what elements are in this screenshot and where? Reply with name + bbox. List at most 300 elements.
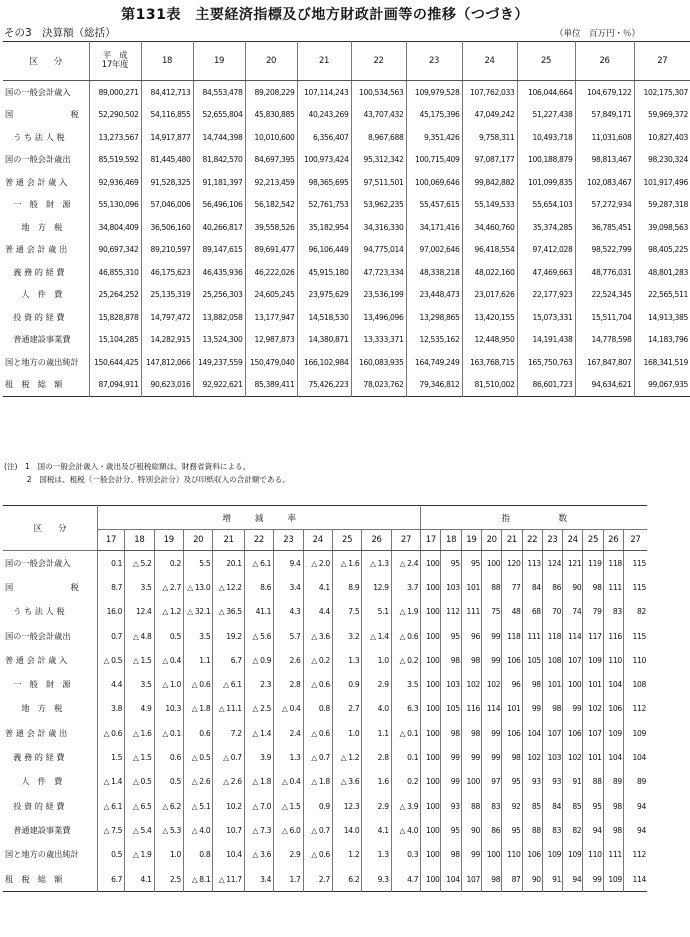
table-cell: 14,778,598 — [575, 329, 634, 352]
index-cell: 108 — [542, 648, 562, 672]
index-cell: 104 — [632, 753, 646, 763]
table-cell: 35,374,285 — [517, 216, 575, 239]
rate-cell: 2.7 — [303, 867, 332, 892]
index-cell: 90 — [522, 867, 542, 892]
index-cell: 110 — [603, 648, 623, 672]
index-cell: 98 — [603, 794, 623, 818]
index-cell: 79 — [583, 600, 603, 624]
index-cell: 82 — [637, 607, 646, 617]
index-cell: 85 — [563, 794, 583, 818]
index-cell: 101 — [542, 672, 562, 696]
rate-cell: △ 12.2 — [213, 575, 244, 599]
rate-cell: 10.4 — [213, 843, 244, 867]
rate-cell: 0.9 — [303, 794, 332, 818]
index-year-header: 17 — [421, 530, 441, 551]
rate-cell: △ 0.6 — [303, 843, 332, 867]
table-cell: 81,510,002 — [462, 374, 517, 397]
table-cell: 55,130,096 — [89, 194, 141, 217]
rate-cell: △ 2.6 — [183, 770, 212, 794]
index-cell: 95 — [583, 794, 603, 818]
rate-cell: △ 32.1 — [183, 600, 212, 624]
table-cell: 109,979,528 — [406, 81, 462, 104]
table-row — [3, 171, 690, 194]
table-cell: 13,333,371 — [351, 329, 406, 352]
rate-cell: △ 1.8 — [303, 770, 332, 794]
rate-year-header: 19 — [154, 530, 183, 551]
rate-cell: △ 5.2 — [125, 551, 154, 576]
index-cell: 87 — [502, 867, 522, 892]
table-row — [3, 374, 690, 397]
table-row — [3, 794, 647, 818]
table-row — [3, 697, 647, 721]
index-cell: 116 — [603, 624, 623, 648]
table-row — [3, 770, 647, 794]
table-row — [3, 600, 647, 624]
rate-cell: 41.1 — [244, 600, 273, 624]
index-cell: 92 — [502, 794, 522, 818]
rate-cell: 4.7 — [391, 867, 421, 892]
table-cell: 47,469,663 — [517, 261, 575, 284]
rate-cell: △ 0.2 — [303, 648, 332, 672]
table-cell: 98,813,467 — [575, 149, 634, 172]
rate-cell: 0.1 — [391, 745, 421, 769]
table-cell: 97,511,501 — [351, 171, 406, 194]
table-row — [3, 624, 647, 648]
table-row — [3, 648, 647, 672]
rate-cell: △ 0.1 — [154, 721, 183, 745]
rate-cell: 4.1 — [362, 818, 391, 842]
rate-cell: 2.4 — [274, 721, 303, 745]
table-cell: 85,519,592 — [89, 149, 141, 172]
table-cell: 59,287,318 — [648, 200, 688, 210]
table-row — [3, 306, 690, 329]
index-cell: 102 — [522, 745, 542, 769]
index-cell: 100 — [563, 672, 583, 696]
table-cell: 14,913,385 — [648, 312, 688, 322]
rate-cell: 1.1 — [183, 648, 212, 672]
table-cell: 12,987,873 — [245, 329, 297, 352]
rate-cell: △ 2.7 — [154, 575, 183, 599]
rate-cell: 2.3 — [244, 672, 273, 696]
table-cell: 43,707,432 — [351, 104, 406, 127]
table-cell: 9,351,426 — [406, 126, 462, 149]
rate-cell: △ 2.0 — [303, 551, 332, 576]
rate-cell: △ 0.5 — [183, 745, 212, 769]
index-cell: 105 — [522, 648, 542, 672]
table-cell: 52,761,753 — [297, 194, 351, 217]
table-row — [3, 818, 647, 842]
index-cell: 109 — [563, 843, 583, 867]
index-header: 指 数 — [421, 506, 647, 530]
index-cell: 112 — [632, 704, 646, 714]
index-cell: 109 — [632, 728, 646, 738]
table-cell: 39,558,526 — [245, 216, 297, 239]
table-cell: 92,922,621 — [193, 374, 245, 397]
rate-cell: △ 13.0 — [183, 575, 212, 599]
index-cell: 100 — [421, 697, 441, 721]
index-cell: 114 — [563, 624, 583, 648]
table-cell: 104,679,122 — [575, 81, 634, 104]
table-cell: 25,264,252 — [89, 284, 141, 307]
rate-year-header: 24 — [303, 530, 332, 551]
rate-cell: 4.9 — [125, 697, 154, 721]
table-cell: 15,104,285 — [89, 329, 141, 352]
rate-cell: △ 2.5 — [244, 697, 273, 721]
table-cell: 48,801,283 — [648, 267, 688, 277]
rate-cell: △ 6.1 — [213, 672, 244, 696]
index-cell: 88 — [583, 770, 603, 794]
table-cell: 89,000,271 — [89, 81, 141, 104]
index-cell: 99 — [441, 745, 461, 769]
table-cell: 84,553,478 — [193, 81, 245, 104]
rate-cell: 12.4 — [125, 600, 154, 624]
index-cell: 100 — [421, 624, 441, 648]
table-cell: 86,601,723 — [517, 374, 575, 397]
rate-cell: 10.2 — [213, 794, 244, 818]
index-year-header: 24 — [563, 530, 583, 551]
index-cell: 118 — [603, 551, 623, 576]
rate-cell: △ 0.4 — [274, 770, 303, 794]
rate-cell: 3.2 — [332, 624, 361, 648]
rate-cell: 4.0 — [362, 697, 391, 721]
index-cell: 114 — [482, 697, 502, 721]
table-cell: 98,405,225 — [648, 245, 688, 255]
row-label: 租 税 総 額 — [3, 867, 97, 892]
index-cell: 99 — [461, 843, 481, 867]
table-row — [3, 81, 690, 104]
index-cell: 100 — [482, 843, 502, 867]
table-row — [3, 551, 647, 576]
table-cell: 96,418,554 — [462, 239, 517, 262]
index-cell: 111 — [522, 624, 542, 648]
row-label: 国と地方の歳出純計 — [3, 843, 97, 867]
rate-cell: △ 0.4 — [274, 697, 303, 721]
table-cell: 168,341,519 — [643, 357, 688, 367]
index-cell: 112 — [441, 600, 461, 624]
table-cell: 94,775,014 — [351, 239, 406, 262]
index-cell: 107 — [583, 721, 603, 745]
index-cell: 98 — [502, 745, 522, 769]
index-cell: 95 — [461, 551, 481, 576]
table-cell: 46,175,623 — [141, 261, 193, 284]
table-cell: 57,046,006 — [141, 194, 193, 217]
index-cell: 88 — [522, 818, 542, 842]
table-cell: 14,183,796 — [648, 335, 688, 345]
table-cell: 102,083,467 — [575, 171, 634, 194]
table-cell: 14,380,871 — [297, 329, 351, 352]
table-cell: 14,191,438 — [517, 329, 575, 352]
index-cell: 94 — [637, 801, 646, 811]
table-row — [3, 239, 690, 262]
table-cell: 10,493,718 — [517, 126, 575, 149]
table-row — [3, 149, 690, 172]
table-row — [3, 745, 647, 769]
rate-cell: 4.4 — [303, 600, 332, 624]
table-row — [3, 126, 690, 149]
row-label: 国 税 — [3, 575, 97, 599]
rate-cell: △ 7.5 — [97, 818, 124, 842]
row-label: 義 務 的 経 費 — [3, 261, 89, 284]
table-cell: 36,506,160 — [141, 216, 193, 239]
index-cell: 82 — [563, 818, 583, 842]
index-cell: 98 — [482, 867, 502, 892]
rate-cell: △ 0.6 — [303, 721, 332, 745]
category-header: 区 分 — [3, 42, 89, 81]
index-cell: 98 — [542, 697, 562, 721]
table-cell: 160,083,935 — [351, 351, 406, 374]
index-cell: 88 — [461, 794, 481, 818]
index-cell: 115 — [632, 582, 646, 592]
table-cell: 23,017,626 — [462, 284, 517, 307]
row-label: 国 税 — [3, 104, 89, 127]
table-cell: 35,182,954 — [297, 216, 351, 239]
table-cell: 150,644,425 — [89, 351, 141, 374]
row-label: 普 通 会 計 歳 入 — [3, 171, 89, 194]
rate-cell: 8.6 — [244, 575, 273, 599]
index-cell: 99 — [522, 697, 542, 721]
index-cell: 100 — [421, 600, 441, 624]
row-label: 租 税 総 額 — [3, 374, 89, 397]
index-cell: 84 — [522, 575, 542, 599]
rate-cell: 0.1 — [97, 551, 124, 576]
table-cell: 101,917,496 — [643, 177, 688, 187]
year-header: 19 — [193, 42, 245, 81]
rate-cell: 5.5 — [183, 551, 212, 576]
rate-cell: 8.9 — [332, 575, 361, 599]
table-cell: 40,243,269 — [297, 104, 351, 127]
index-cell: 91 — [542, 867, 562, 892]
rate-cell: △ 1.2 — [154, 600, 183, 624]
table-cell: 89,147,615 — [193, 239, 245, 262]
rate-cell: 0.2 — [154, 551, 183, 576]
table-cell: 46,435,936 — [193, 261, 245, 284]
table-cell: 92,936,469 — [89, 171, 141, 194]
rate-cell: △ 0.2 — [391, 648, 421, 672]
index-cell: 94 — [583, 818, 603, 842]
rate-cell: △ 1.8 — [244, 770, 273, 794]
row-label: 普通建設事業費 — [3, 329, 89, 352]
year-header: 23 — [406, 42, 462, 81]
rate-cell: 1.0 — [154, 843, 183, 867]
table-cell: 75,426,223 — [297, 374, 351, 397]
rate-cell: 0.5 — [154, 624, 183, 648]
index-cell: 108 — [632, 680, 646, 690]
index-cell: 68 — [522, 600, 542, 624]
year-header: 21 — [297, 42, 351, 81]
index-cell: 99 — [482, 721, 502, 745]
table-cell: 53,962,235 — [351, 194, 406, 217]
index-cell: 70 — [542, 600, 562, 624]
table-cell: 55,654,103 — [517, 194, 575, 217]
rate-cell: 12.9 — [362, 575, 391, 599]
index-cell: 118 — [542, 624, 562, 648]
rate-cell: 9.4 — [274, 551, 303, 576]
rate-year-header: 27 — [391, 530, 421, 551]
rate-cell: 6.7 — [213, 648, 244, 672]
index-cell: 99 — [482, 648, 502, 672]
index-cell: 100 — [421, 575, 441, 599]
table-cell: 46,222,026 — [245, 261, 297, 284]
settlement-amount-table — [3, 41, 690, 397]
table-cell: 52,655,804 — [193, 104, 245, 127]
table-cell: 85,389,411 — [245, 374, 297, 397]
index-cell: 121 — [563, 551, 583, 576]
rate-year-header: 21 — [213, 530, 244, 551]
index-cell: 83 — [603, 600, 623, 624]
index-cell: 83 — [482, 794, 502, 818]
table-cell: 97,087,177 — [462, 149, 517, 172]
table-cell: 149,237,559 — [193, 351, 245, 374]
rate-cell: 6.3 — [391, 697, 421, 721]
row-label: 国の一般会計歳入 — [3, 551, 97, 576]
index-cell: 103 — [441, 672, 461, 696]
rate-cell: 2.9 — [362, 794, 391, 818]
rate-cell: 3.5 — [125, 575, 154, 599]
index-cell: 74 — [563, 600, 583, 624]
row-label: 投 資 的 経 費 — [3, 306, 89, 329]
index-cell: 100 — [482, 551, 502, 576]
rate-cell: △ 4.8 — [125, 624, 154, 648]
index-year-header: 19 — [461, 530, 481, 551]
index-cell: 89 — [603, 770, 623, 794]
table-cell: 8,967,688 — [351, 126, 406, 149]
index-cell: 106 — [603, 697, 623, 721]
index-cell: 100 — [421, 770, 441, 794]
table-cell: 98,230,324 — [648, 155, 688, 165]
rate-cell: △ 1.6 — [125, 721, 154, 745]
index-cell: 98 — [441, 843, 461, 867]
row-label: 国の一般会計歳出 — [3, 624, 97, 648]
year-header: 25 — [517, 42, 575, 81]
table-cell: 12,535,162 — [406, 329, 462, 352]
index-year-header: 26 — [603, 530, 623, 551]
rate-cell: 3.4 — [274, 575, 303, 599]
rate-cell: 4.1 — [303, 575, 332, 599]
index-cell: 109 — [542, 843, 562, 867]
table-cell: 92,213,459 — [245, 171, 297, 194]
table-cell: 34,171,416 — [406, 216, 462, 239]
rate-cell: 7.2 — [213, 721, 244, 745]
rate-cell: △ 6.5 — [125, 794, 154, 818]
table-cell: 81,842,570 — [193, 149, 245, 172]
index-cell: 101 — [583, 672, 603, 696]
table-cell: 101,099,835 — [517, 171, 575, 194]
rate-cell: 0.9 — [332, 672, 361, 696]
rate-cell: 1.3 — [362, 843, 391, 867]
index-cell: 111 — [603, 843, 623, 867]
table-cell: 48,776,031 — [575, 261, 634, 284]
table-cell: 15,073,331 — [517, 306, 575, 329]
rate-cell: △ 0.9 — [244, 648, 273, 672]
table-cell: 6,356,407 — [297, 126, 351, 149]
index-cell: 106 — [522, 843, 542, 867]
year-header-row — [3, 530, 647, 551]
index-cell: 95 — [502, 770, 522, 794]
index-cell: 100 — [421, 551, 441, 576]
index-cell: 112 — [632, 850, 646, 860]
table-cell: 79,346,812 — [406, 374, 462, 397]
index-cell: 115 — [632, 558, 646, 568]
index-cell: 93 — [522, 770, 542, 794]
table-cell: 57,849,171 — [575, 104, 634, 127]
index-cell: 99 — [482, 624, 502, 648]
rate-cell: 2.8 — [362, 745, 391, 769]
rate-cell: △ 3.6 — [244, 843, 273, 867]
table-cell: 45,830,885 — [245, 104, 297, 127]
index-cell: 110 — [583, 843, 603, 867]
rate-cell: △ 0.4 — [154, 648, 183, 672]
rate-cell: △ 0.1 — [391, 721, 421, 745]
table-cell: 165,750,763 — [517, 351, 575, 374]
table-cell: 100,069,646 — [406, 171, 462, 194]
index-cell: 103 — [441, 575, 461, 599]
table-cell: 107,762,033 — [462, 81, 517, 104]
row-label: 地 方 税 — [3, 216, 89, 239]
index-year-header: 18 — [441, 530, 461, 551]
index-cell: 102 — [563, 745, 583, 769]
rate-cell: 12.3 — [332, 794, 361, 818]
rate-cell: 0.6 — [154, 745, 183, 769]
index-cell: 100 — [461, 770, 481, 794]
table-cell: 106,044,664 — [517, 81, 575, 104]
rate-cell: △ 4.0 — [391, 818, 421, 842]
index-cell: 99 — [482, 745, 502, 769]
table-cell: 22,177,923 — [517, 284, 575, 307]
table-row — [3, 104, 690, 127]
rate-cell: 2.9 — [362, 672, 391, 696]
index-cell: 99 — [441, 770, 461, 794]
index-cell: 96 — [502, 672, 522, 696]
table-cell: 166,102,984 — [297, 351, 351, 374]
index-cell: 107 — [563, 648, 583, 672]
rate-cell: 14.0 — [332, 818, 361, 842]
rate-cell: △ 11.1 — [213, 697, 244, 721]
rate-year-header: 18 — [125, 530, 154, 551]
table-cell: 107,114,243 — [297, 81, 351, 104]
rate-cell: △ 3.6 — [303, 624, 332, 648]
table-cell: 23,448,473 — [406, 284, 462, 307]
index-cell: 95 — [441, 624, 461, 648]
table-cell: 81,445,480 — [141, 149, 193, 172]
table-cell: 10,827,403 — [648, 132, 688, 142]
index-cell: 111 — [603, 575, 623, 599]
index-cell: 109 — [603, 867, 623, 892]
table-cell: 47,049,242 — [462, 104, 517, 127]
rate-year-header: 26 — [362, 530, 391, 551]
note-2: 2 国税は、租税（一般会計分、特別会計分）及び印紙収入の合計額である。 — [4, 475, 290, 484]
table-cell: 55,457,615 — [406, 194, 462, 217]
index-cell: 110 — [632, 655, 646, 665]
rate-cell: 3.7 — [391, 575, 421, 599]
index-cell: 88 — [482, 575, 502, 599]
index-cell: 106 — [563, 721, 583, 745]
rate-cell: 1.1 — [362, 721, 391, 745]
table-cell: 12,448,950 — [462, 329, 517, 352]
row-label: 普通建設事業費 — [3, 818, 97, 842]
rate-cell: △ 2.6 — [213, 770, 244, 794]
row-label: 国の一般会計歳入 — [3, 81, 89, 104]
rate-cell: △ 0.6 — [391, 624, 421, 648]
table-cell: 34,804,409 — [89, 216, 141, 239]
category-header: 区 分 — [3, 506, 97, 551]
rate-cell: 20.1 — [213, 551, 244, 576]
table-cell: 48,338,218 — [406, 261, 462, 284]
table-cell: 150,479,040 — [245, 351, 297, 374]
table-cell: 39,098,563 — [648, 222, 688, 232]
index-year-header: 25 — [583, 530, 603, 551]
table-cell: 13,273,567 — [89, 126, 141, 149]
index-cell: 99 — [583, 867, 603, 892]
